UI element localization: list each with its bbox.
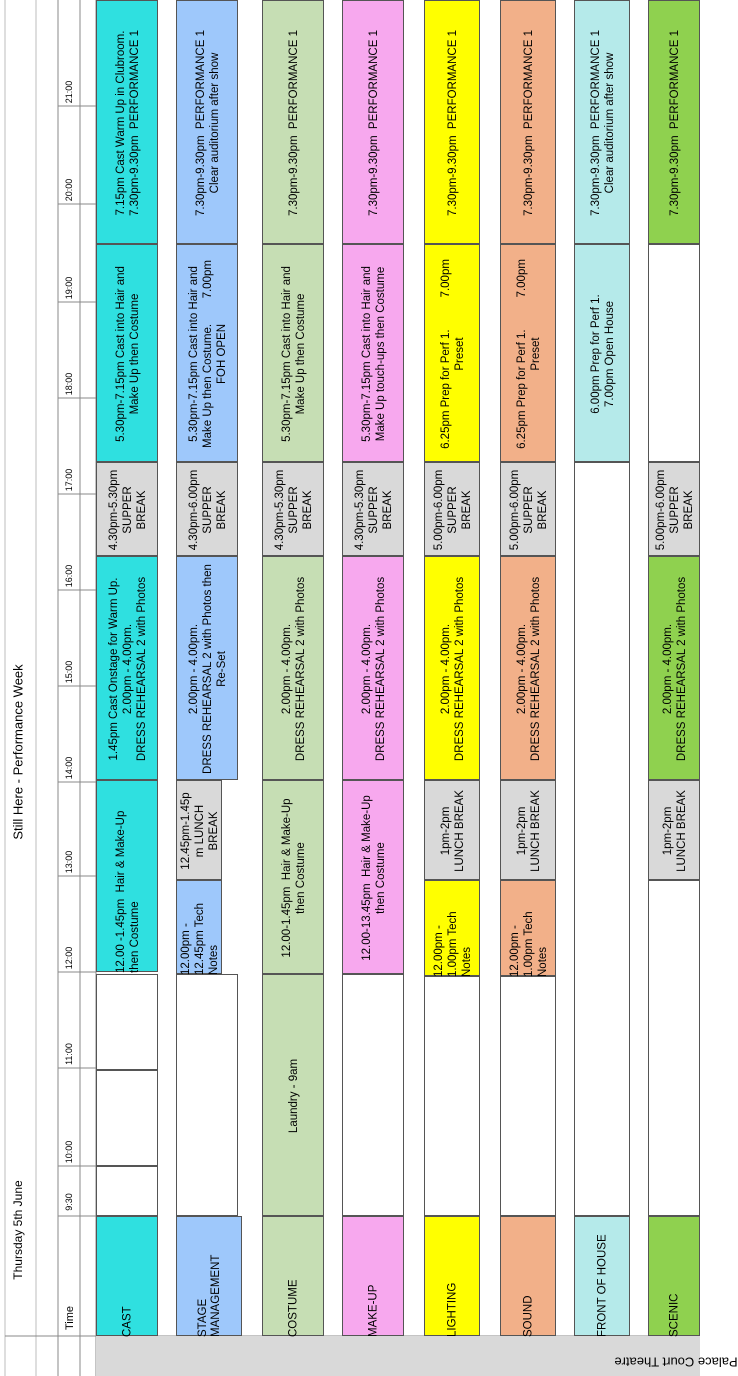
scenic-block-3 bbox=[648, 462, 700, 556]
make-up-block-3 bbox=[342, 462, 404, 556]
lighting-block-4 bbox=[424, 462, 480, 556]
dept-label-cast-text: CAST bbox=[121, 1306, 134, 1337]
make-up-block-4 bbox=[342, 244, 404, 462]
dept-label-scenic bbox=[648, 1216, 700, 1336]
sound-block-6 bbox=[500, 0, 556, 244]
costume-block-2-text: 12.00-1.45pm Hair & Make-Up then Costume bbox=[281, 798, 307, 958]
lighting-block-6 bbox=[424, 0, 480, 244]
time-tick-label: 16:00 bbox=[64, 564, 74, 588]
sound-block-1-text: 12.00pm - 1.00pm Tech Notes bbox=[509, 911, 549, 977]
empty-cell bbox=[648, 880, 700, 1216]
stage-management-block-6-text: 7.30pm-9.30pm PERFORMANCE 1 Clear auditorium after show bbox=[195, 30, 221, 216]
sound-block-5-text: 6.25pm Prep for Perf 1. 7.00pm Preset bbox=[516, 259, 542, 449]
dept-label-sound bbox=[500, 1216, 556, 1336]
time-tick-label: 9:30 bbox=[64, 1193, 74, 1211]
time-tick-label: 13:00 bbox=[64, 850, 74, 874]
stage-management-block-5 bbox=[176, 244, 238, 462]
costume-block-4-text: 4.30pm-5.30pm SUPPER BREAK bbox=[274, 469, 314, 551]
cast-block-5 bbox=[96, 0, 158, 244]
lighting-block-1-text: 12.00pm - 1.00pm Tech Notes bbox=[433, 911, 473, 977]
make-up-block-2-text: 2.00pm - 4.00pm. DRESS REHEARSAL 2 with Photos bbox=[361, 576, 387, 762]
time-tick-label: 19:00 bbox=[64, 276, 74, 300]
lighting-block-5 bbox=[424, 244, 480, 462]
lighting-block-2 bbox=[424, 780, 480, 880]
stage-management-block-1 bbox=[176, 880, 222, 974]
lighting-block-2-text: 1pm-2pm LUNCH BREAK bbox=[440, 790, 466, 872]
dept-label-cast bbox=[96, 1216, 158, 1336]
dept-label-sound-text: SOUND bbox=[522, 1295, 535, 1337]
stage-management-block-6 bbox=[176, 0, 238, 244]
front-of-house-block-2-text: 7.30pm-9.30pm PERFORMANCE 1 Clear auditorium after show bbox=[590, 30, 616, 216]
empty-cell bbox=[574, 462, 630, 1216]
lighting-block-6-text: 7.30pm-9.30pm PERFORMANCE 1 bbox=[447, 30, 459, 216]
scenic-block-2 bbox=[648, 556, 700, 780]
make-up-block-5 bbox=[342, 0, 404, 244]
costume-block-1 bbox=[262, 974, 324, 1216]
make-up-block-2 bbox=[342, 556, 404, 780]
page-title: Still Here - Performance Week bbox=[10, 664, 26, 840]
scenic-block-4-text: 7.30pm-9.30pm PERFORMANCE 1 bbox=[669, 30, 681, 216]
cast-block-2-text: 1.45pm Cast Onstage for Warm Up. 2.00pm - 4.00pm. DRESS REHEARSAL 2 with Photos bbox=[108, 576, 148, 762]
dept-label-stage-management bbox=[176, 1216, 242, 1336]
time-tick-label: 20:00 bbox=[64, 178, 74, 202]
venue-name: Palace Court Theatre bbox=[614, 1354, 738, 1370]
costume-block-6 bbox=[262, 0, 324, 244]
make-up-block-1-text: 12.00-13.45pm Hair & Make-Up then Costume bbox=[361, 795, 387, 961]
cast-block-1-text: 12.00 -1.45pm Hair & Make-Up then Costume bbox=[115, 810, 141, 973]
sound-block-2-text: 1pm-2pm LUNCH BREAK bbox=[516, 790, 542, 872]
costume-block-6-text: 7.30pm-9.30pm PERFORMANCE 1 bbox=[288, 30, 300, 216]
empty-cell bbox=[96, 1166, 158, 1216]
sound-block-4 bbox=[500, 462, 556, 556]
time-column-header: Time bbox=[64, 1305, 76, 1331]
dept-label-make-up-text: MAKE-UP bbox=[367, 1284, 380, 1337]
empty-cell bbox=[648, 244, 700, 462]
costume-block-3-text: 2.00pm - 4.00pm. DRESS REHEARSAL 2 with Photos bbox=[281, 576, 307, 762]
empty-cell bbox=[424, 976, 480, 1216]
lighting-block-3 bbox=[424, 556, 480, 780]
scenic-block-2-text: 2.00pm - 4.00pm. DRESS REHEARSAL 2 with Photos bbox=[662, 576, 688, 762]
time-tick-label: 10:00 bbox=[64, 1140, 74, 1164]
empty-cell bbox=[176, 974, 238, 1216]
dept-label-front-of-house bbox=[574, 1216, 630, 1336]
dept-label-lighting-text: LIGHTING bbox=[446, 1282, 459, 1337]
make-up-block-1 bbox=[342, 780, 404, 974]
make-up-block-5-text: 7.30pm-9.30pm PERFORMANCE 1 bbox=[368, 30, 380, 216]
dept-label-costume-text: COSTUME bbox=[287, 1279, 300, 1337]
scenic-block-4 bbox=[648, 0, 700, 244]
stage-management-block-1-text: 12.00pm - 12.45pm Tech Notes bbox=[180, 902, 220, 975]
time-tick-label: 17:00 bbox=[64, 468, 74, 492]
sound-block-1 bbox=[500, 880, 556, 976]
time-tick-label: 21:00 bbox=[64, 80, 74, 104]
dept-label-scenic-text: SCENIC bbox=[668, 1293, 681, 1337]
scenic-block-1 bbox=[648, 780, 700, 880]
front-of-house-block-1-text: 6.00pm Prep for Perf 1. 7.00pm Open House bbox=[590, 294, 616, 414]
stage-management-block-2-text: 12.45pm-1.45p m LUNCH BREAK bbox=[180, 792, 220, 870]
stage-management-block-5-text: 5.30pm-7.15pm Cast into Hair and Make Up then Costume. 7.00pm FOH OPEN bbox=[188, 260, 228, 448]
costume-block-2 bbox=[262, 780, 324, 974]
cast-block-4-text: 5.30pm-7.15pm Cast into Hair and Make Up then Costume bbox=[115, 266, 141, 442]
stage-management-block-3 bbox=[176, 556, 238, 780]
lighting-block-4-text: 5.00pm-6.00pm SUPPER BREAK bbox=[433, 469, 473, 551]
sound-block-3 bbox=[500, 556, 556, 780]
dept-label-front-of-house-text: FRONT OF HOUSE bbox=[596, 1234, 609, 1337]
front-of-house-block-2 bbox=[574, 0, 630, 244]
scenic-block-3-text: 5.00pm-6.00pm SUPPER BREAK bbox=[655, 469, 695, 551]
empty-cell bbox=[500, 976, 556, 1216]
sound-block-6-text: 7.30pm-9.30pm PERFORMANCE 1 bbox=[523, 30, 535, 216]
dept-label-make-up bbox=[342, 1216, 404, 1336]
time-tick-label: 11:00 bbox=[64, 1043, 74, 1065]
stage-management-block-4-text: 4.30pm-6.00pm SUPPER BREAK bbox=[188, 469, 228, 551]
time-tick-label: 12:00 bbox=[64, 946, 74, 970]
costume-block-3 bbox=[262, 556, 324, 780]
cast-block-5-text: 7.15pm Cast Warm Up in Clubroom. 7.30pm-9.30pm PERFORMANCE 1 bbox=[115, 30, 141, 216]
costume-block-1-text: Laundry - 9am bbox=[288, 1058, 300, 1134]
stage-management-block-3-text: 2.00pm - 4.00pm. DRESS REHEARSAL 2 with Photos then Re-Set bbox=[188, 564, 228, 774]
lighting-block-1 bbox=[424, 880, 480, 976]
cast-block-2 bbox=[96, 556, 158, 780]
front-of-house-block-1 bbox=[574, 244, 630, 462]
make-up-block-4-text: 5.30pm-7.15pm Cast into Hair and Make Up touch-ups then Costume bbox=[361, 266, 387, 442]
venue-row-background bbox=[96, 1336, 700, 1376]
costume-block-4 bbox=[262, 462, 324, 556]
empty-cell bbox=[96, 1070, 158, 1166]
cast-block-1 bbox=[96, 780, 158, 972]
sound-block-2 bbox=[500, 780, 556, 880]
cast-block-4 bbox=[96, 244, 158, 462]
sound-block-3-text: 2.00pm - 4.00pm. DRESS REHEARSAL 2 with Photos bbox=[516, 576, 542, 762]
cast-block-3-text: 4.30pm-5.30pm SUPPER BREAK bbox=[108, 469, 148, 551]
scenic-block-1-text: 1pm-2pm LUNCH BREAK bbox=[662, 790, 688, 872]
dept-label-lighting bbox=[424, 1216, 480, 1336]
costume-block-5 bbox=[262, 244, 324, 462]
make-up-block-3-text: 4.30pm-5.30pm SUPPER BREAK bbox=[354, 469, 394, 551]
cast-block-3 bbox=[96, 462, 158, 556]
lighting-block-3-text: 2.00pm - 4.00pm. DRESS REHEARSAL 2 with Photos bbox=[440, 576, 466, 762]
dept-label-stage-management-text: STAGE MANAGEMENT bbox=[197, 1254, 222, 1337]
stage-management-block-4 bbox=[176, 462, 238, 556]
sound-block-4-text: 5.00pm-6.00pm SUPPER BREAK bbox=[509, 469, 549, 551]
time-tick-label: 15:00 bbox=[64, 660, 74, 684]
costume-block-5-text: 5.30pm-7.15pm Cast into Hair and Make Up then Costume bbox=[281, 266, 307, 442]
sound-block-5 bbox=[500, 244, 556, 462]
empty-cell bbox=[342, 974, 404, 1216]
stage-management-block-2 bbox=[176, 780, 222, 880]
lighting-block-5-text: 6.25pm Prep for Perf 1. 7.00pm Preset bbox=[440, 259, 466, 449]
time-tick-label: 18:00 bbox=[64, 372, 74, 396]
dept-label-costume bbox=[262, 1216, 324, 1336]
schedule-date: Thursday 5th June bbox=[11, 1180, 25, 1280]
time-tick-label: 14:00 bbox=[64, 756, 74, 780]
empty-cell bbox=[96, 974, 158, 1070]
